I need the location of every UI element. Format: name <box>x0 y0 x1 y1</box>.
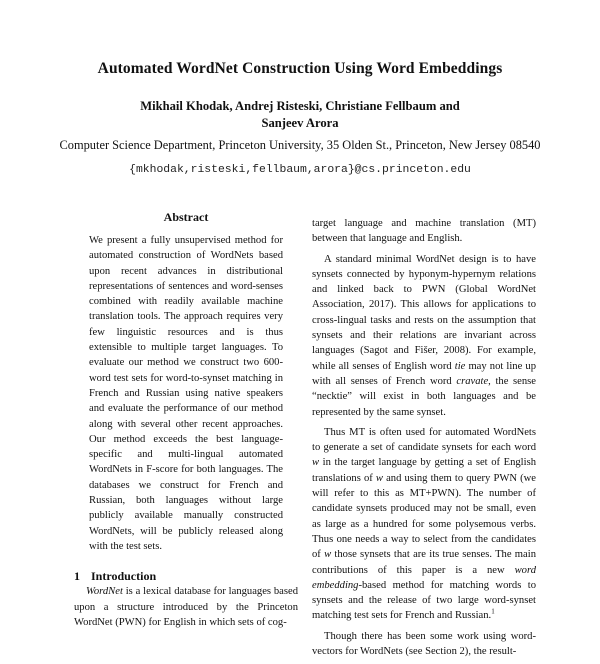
text-run: those synsets that are its true senses. The main contributions of this paper is a new <box>312 549 536 576</box>
introduction-text: is a lexical database for languages based upon a structure introduced by the Princeton WordNet (PWN) for English in which sets of cog- <box>74 586 298 628</box>
left-column <box>74 210 298 630</box>
text-run: in the target language by getting a set of English translations of <box>312 457 536 484</box>
text-run: and using them to query PWN (we will refer to this as MT+PWN). The number of candidate synsets produced may not be small, even as large as a hundred for some polysemous verbs. Thus one needs a way to select from the candidates of <box>312 472 536 561</box>
abstract-heading: Abstract <box>163 210 209 224</box>
term-word-embedding: word embedding <box>312 564 536 591</box>
term-tie: tie <box>454 360 466 372</box>
section-title: Introduction <box>91 569 157 584</box>
author-list <box>0 98 600 132</box>
wordnet-term: WordNet <box>86 586 123 598</box>
footnote-marker[interactable]: 1 <box>491 607 495 616</box>
section-heading-introduction <box>74 568 298 584</box>
math-w: w <box>375 472 383 484</box>
paper-title: Automated WordNet Construction Using Word Embeddings <box>97 60 503 77</box>
text-run: -based method for matching words to synsets and the release of two large word-synset matching test sets for French and Russian. <box>312 579 536 622</box>
text-run: Thus MT is often used for automated WordNets to generate a set of candidate synsets for each word <box>312 426 536 454</box>
paragraph-wordnet-design <box>312 252 536 420</box>
math-w: w <box>312 457 320 469</box>
text-run: may not line up with all senses of French word <box>312 360 536 387</box>
math-w: w <box>324 549 332 561</box>
affiliation: Computer Science Department, Princeton University, 35 Olden St., Princeton, New Jersey 08540 <box>59 138 541 152</box>
paragraph-related-work: Though there has been some work using word-vectors for WordNets (see Section 2), the result- <box>312 630 536 658</box>
abstract-text: We present a fully unsupervised method for automated construction of WordNets based upon recent advances in distributional representations of sentences and word-senses combined with readily available machine translation tools. The approach requires very few linguistic resources and is thus extensible to multiple target languages. To evaluate our method we construct two 600-word test sets for word-to-synset matching in French and Russian using native speakers and evaluate the performance of our method along with several other recent approaches. Our method exceeds the best language-specific and multi-lingual automated WordNets in F-score for both languages. The databases we construct for French and Russian, both languages without large publicly available manually constructed WordNets, will be publicly released along with the test sets. <box>89 235 283 552</box>
section-number: 1 <box>74 569 80 584</box>
authors-line-1: Mikhail Khodak, Andrej Risteski, Christiane Fellbaum and <box>140 99 460 113</box>
text-run: , the sense “necktie” will exist in both languages and be represented by the same synset. <box>312 375 536 418</box>
introduction-paragraph <box>74 584 298 630</box>
authors-line-2: Sanjeev Arora <box>261 116 339 130</box>
paragraph-continuation: target language and machine translation (MT) between that language and English. <box>312 218 536 245</box>
author-emails: {mkhodak,risteski,fellbaum,arora}@cs.princeton.edu <box>129 164 471 176</box>
term-cravate: cravate <box>456 375 489 387</box>
paragraph-mt-method <box>312 425 536 624</box>
right-column <box>312 216 536 664</box>
text-run: A standard minimal WordNet design is to have synsets connected by hyponym-hypernym relations and linked back to PWN (Global WordNet Association, 2017). This allows for applications to cross-lingual tasks and rests on the assumption that synsets and their relations are invariant across languages (Sagot and Fišer, 2008). For example, while all senses of English word <box>312 253 536 372</box>
